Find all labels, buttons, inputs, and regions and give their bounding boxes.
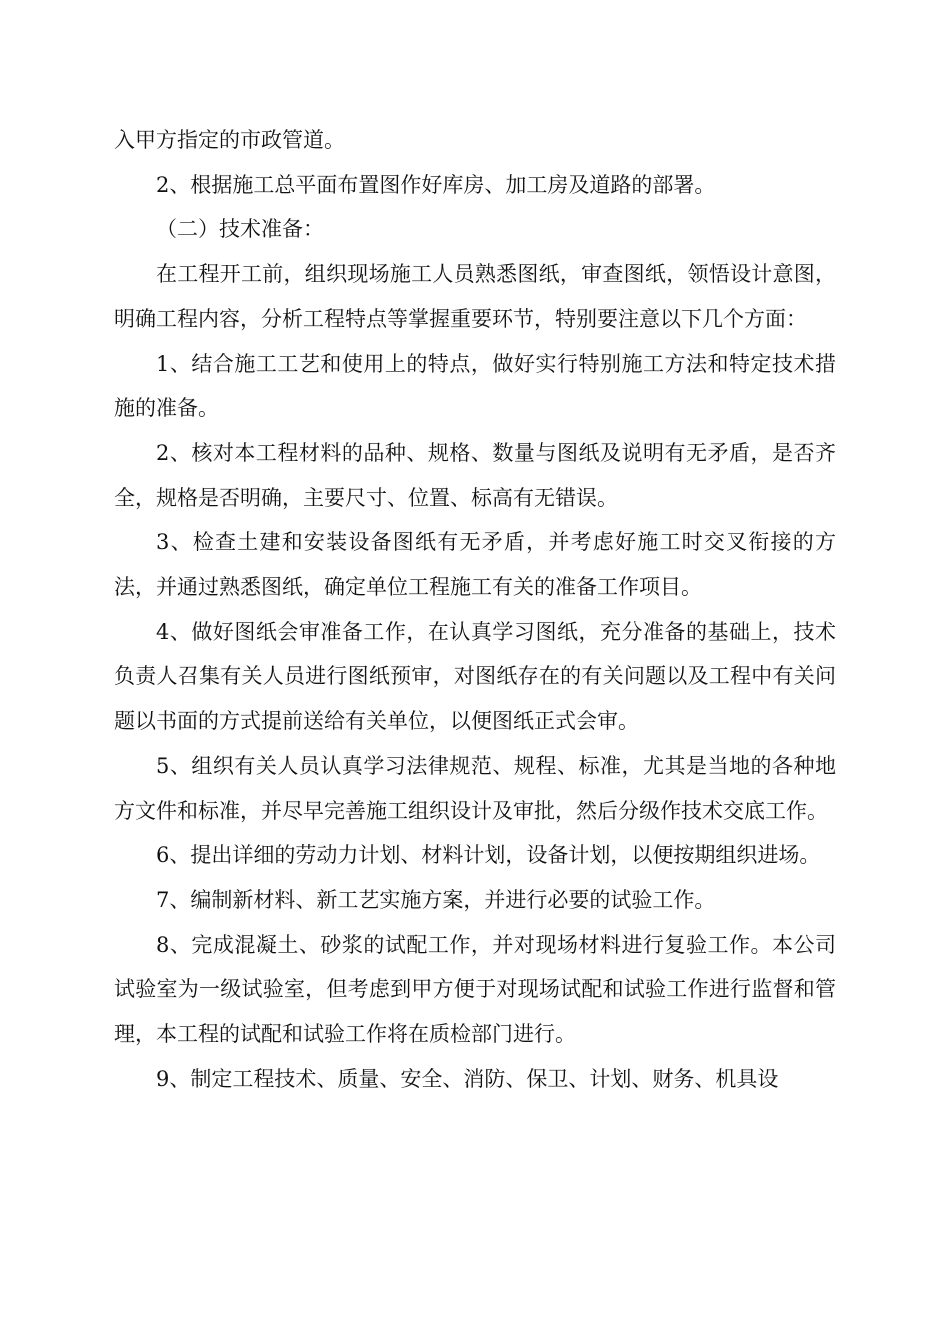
document-body [114,118,836,1101]
paragraph-item-2-site-layout: 2、根据施工总平面布置图作好库房、加工房及道路的部署。 [156,172,716,197]
paragraph-item-1: 1、结合施工工艺和使用上的特点，做好实行特别施工方法和特定技术措施的准备。 [114,351,836,421]
paragraph-item-6: 6、提出详细的劳动力计划、材料计划，设备计划，以便按期组织进场。 [156,843,821,868]
paragraph-continuation: 入甲方指定的市政管道。 [114,128,345,152]
paragraph-item-9: 9、制定工程技术、质量、安全、消防、保卫、计划、财务、机具设 [156,1066,779,1091]
paragraph-item-8: 8、完成混凝土、砂浆的试配工作，并对现场材料进行复验工作。本公司试验室为一级试验室，但考虑到甲方便于对现场试配和试验工作进行监督和管理，本工程的试配和试验工作将在质检部门进行。 [114,932,836,1047]
section-heading-technical-preparation: （二）技术准备： [156,217,324,242]
paragraph-intro: 在工程开工前，组织现场施工人员熟悉图纸，审查图纸，领悟设计意图，明确工程内容，分析工程特点等掌握重要环节，特别要注意以下几个方面： [114,262,836,331]
paragraph-item-4: 4、做好图纸会审准备工作，在认真学习图纸，充分准备的基础上，技术负责人召集有关人员进行图纸预审，对图纸存在的有关问题以及工程中有关问题以书面的方式提前送给有关单位，以便图纸正式会审。 [114,619,836,734]
paragraph-item-3: 3、检查土建和安装设备图纸有无矛盾，并考虑好施工时交叉衔接的方法，并通过熟悉图纸，确定单位工程施工有关的准备工作项目。 [114,530,836,600]
paragraph-item-7: 7、编制新材料、新工艺实施方案，并进行必要的试验工作。 [156,887,716,912]
paragraph-item-2: 2、核对本工程材料的品种、规格、数量与图纸及说明有无矛盾，是否齐全，规格是否明确，主要尺寸、位置、标高有无错误。 [114,440,836,510]
paragraph-item-5: 5、组织有关人员认真学习法律规范、规程、标准，尤其是当地的各种地方文件和标准，并尽早完善施工组织设计及审批，然后分级作技术交底工作。 [114,753,836,823]
